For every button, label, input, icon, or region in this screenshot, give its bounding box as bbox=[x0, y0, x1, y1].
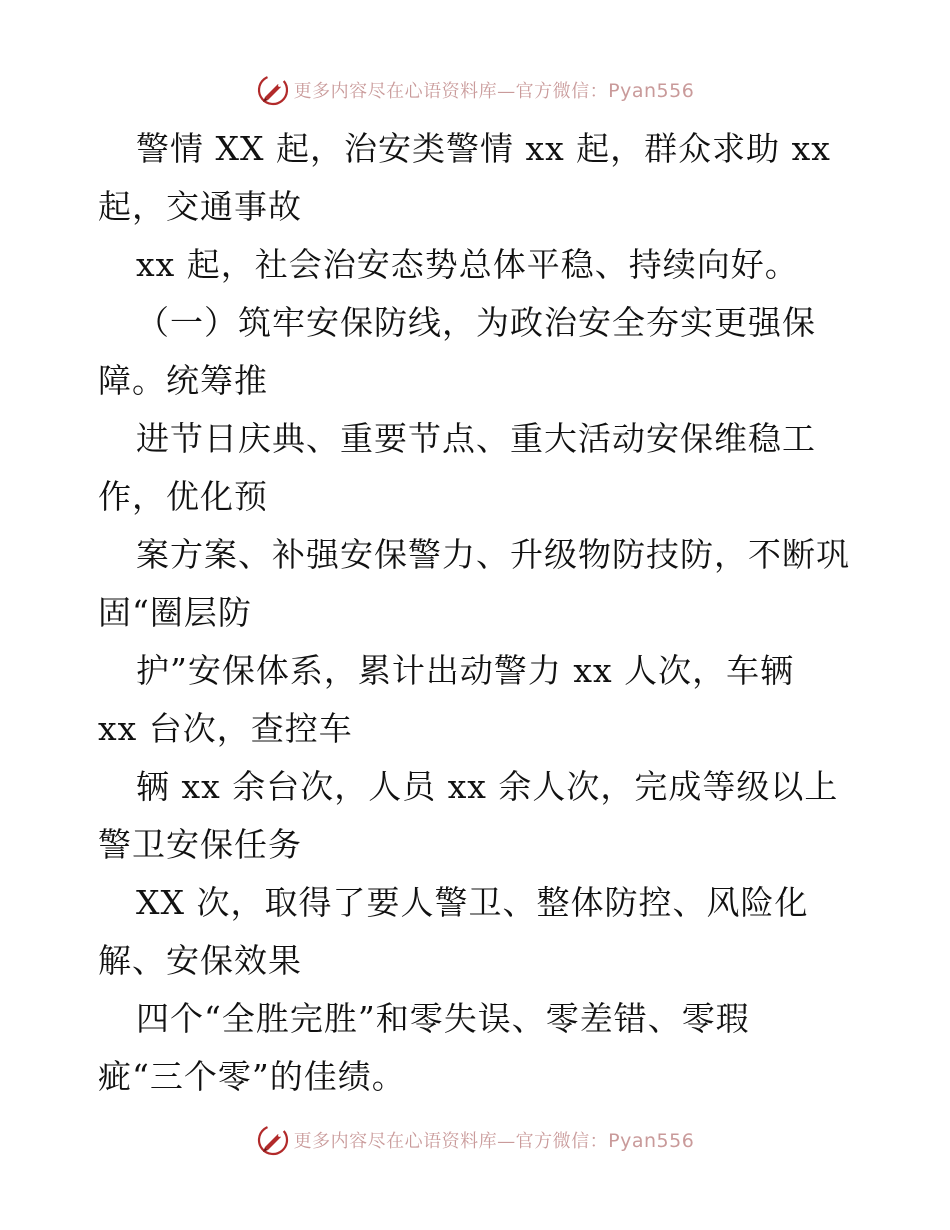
body-line: 辆 xx 余台次，人员 xx 余人次，完成等级以上 bbox=[136, 767, 839, 806]
footer-banner-text: 更多内容尽在心语资料库—官方微信： bbox=[293, 1131, 609, 1152]
body-line: 警卫安保任务 bbox=[98, 825, 302, 864]
body-line: 障。统筹推 bbox=[98, 361, 268, 400]
body-line: 疵“三个零”的佳绩。 bbox=[98, 1057, 406, 1096]
body-line: 四个“全胜完胜”和零失误、零差错、零瑕 bbox=[136, 999, 750, 1038]
header-banner-text: 更多内容尽在心语资料库—官方微信： bbox=[293, 81, 609, 102]
body-line: 进节日庆典、重要节点、重大活动安保维稳工 bbox=[136, 419, 816, 458]
section-heading-line: （一）筑牢安保防线，为政治安全夯实更强保 bbox=[136, 303, 816, 342]
body-line: 护”安保体系，累计出动警力 xx 人次，车辆 bbox=[136, 651, 795, 690]
body-line: 固“圈层防 bbox=[98, 593, 252, 632]
body-line: 案方案、补强安保警力、升级物防技防，不断巩 bbox=[136, 535, 850, 574]
header-banner-id: Pyan556 bbox=[608, 80, 695, 102]
body-line: 作，优化预 bbox=[98, 477, 268, 516]
header-banner bbox=[0, 70, 950, 110]
pen-logo-icon bbox=[256, 1123, 290, 1157]
body-line: 解、安保效果 bbox=[98, 941, 302, 980]
body-line: xx 起，社会治安态势总体平稳、持续向好。 bbox=[136, 245, 799, 284]
footer-banner-id: Pyan556 bbox=[608, 1130, 695, 1152]
footer-banner bbox=[0, 1120, 950, 1160]
body-line: XX 次，取得了要人警卫、整体防控、风险化 bbox=[136, 883, 809, 922]
body-line: 警情 XX 起，治安类警情 xx 起，群众求助 xx bbox=[136, 129, 831, 168]
body-line: 起，交通事故 bbox=[98, 187, 302, 226]
pen-logo-icon bbox=[256, 73, 290, 107]
body-line: xx 台次，查控车 bbox=[98, 709, 353, 748]
document-body bbox=[98, 120, 898, 1106]
